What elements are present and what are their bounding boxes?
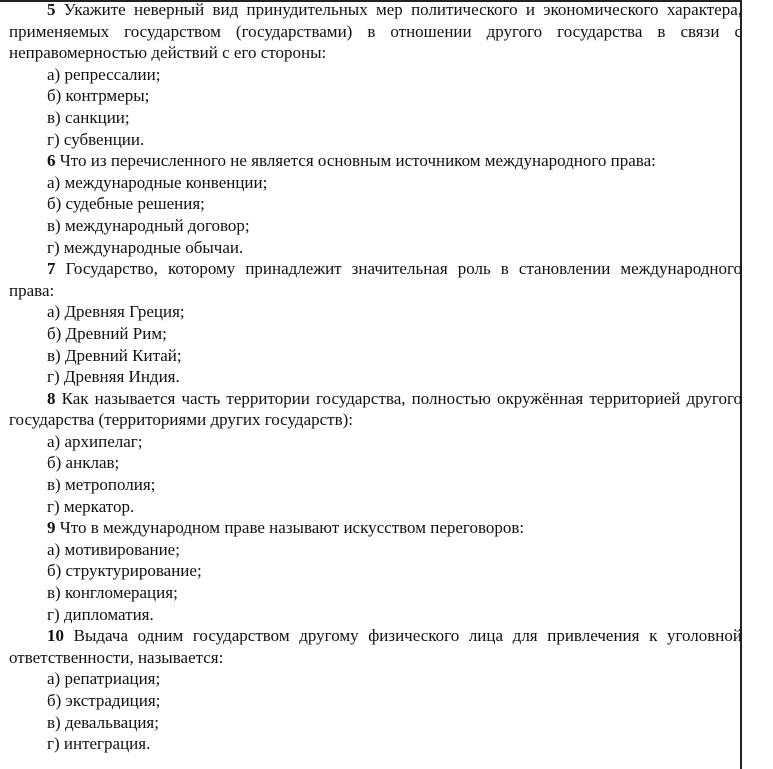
answer-options [0, 172, 742, 258]
answer-option: в) санкции; [47, 107, 130, 127]
answer-options [0, 539, 742, 625]
answer-options [0, 431, 742, 517]
answer-options [0, 64, 742, 150]
answer-option: б) судебные решения; [47, 194, 205, 214]
question-10 [9, 625, 742, 668]
answer-options [0, 301, 742, 387]
answer-option: г) дипломатия. [47, 604, 154, 624]
answer-options [0, 668, 742, 754]
answer-option: б) экстрадиция; [47, 691, 161, 710]
question-text: Что из перечисленного не является основным источником международного права: [59, 151, 656, 171]
answer-option: в) Древний Китай; [47, 345, 182, 365]
answer-option: г) субвенции. [47, 129, 145, 149]
answer-option: б) анклав; [47, 453, 120, 473]
question-6 [9, 150, 742, 172]
answer-option: в) метрополия; [47, 475, 156, 495]
question-9 [9, 517, 742, 539]
question-number: 7 [47, 259, 56, 279]
answer-option: г) меркатор. [47, 496, 135, 516]
answer-option: в) конгломерация; [47, 583, 178, 603]
question-text: Государство, которому принадлежит значительная роль в становлении международного права: [9, 259, 743, 300]
question-text: Укажите неверный вид принудительных мер политического и экономического характера, применяемых государством (государствами) в отношении другого государства в связи с неправомерностью действий с его стороны: [9, 0, 742, 63]
answer-option: а) архипелаг; [47, 431, 143, 451]
question-number: 9 [47, 518, 56, 538]
answer-option: г) международные обычаи. [47, 237, 244, 257]
answer-option: а) мотивирование; [47, 539, 180, 559]
answer-option: в) девальвация; [47, 712, 159, 732]
question-text: Выдача одним государством другому физического лица для привлечения к уголовной ответственности, называется: [9, 626, 742, 667]
answer-option: а) репрессалии; [47, 64, 161, 84]
question-number: 10 [47, 626, 64, 646]
answer-option: а) международные конвенции; [47, 172, 268, 192]
question-text: Что в международном праве называют искусством переговоров: [59, 518, 525, 538]
question-number: 8 [47, 388, 56, 408]
answer-option: а) Древняя Греция; [47, 302, 185, 322]
answer-option: б) контрмеры; [47, 86, 150, 106]
question-7 [9, 258, 742, 301]
answer-option: а) репатриация; [47, 669, 161, 689]
answer-option: г) интеграция. [47, 734, 151, 754]
answer-option: б) Древний Рим; [47, 323, 167, 343]
question-8 [9, 388, 742, 431]
answer-option: в) международный договор; [47, 215, 250, 235]
answer-option: г) Древняя Индия. [47, 367, 180, 387]
question-number: 5 [47, 0, 56, 19]
question-5 [9, 0, 742, 64]
question-number: 6 [47, 151, 56, 171]
question-text: Как называется часть территории государства, полностью окружённая территорией другого государства (территориями других государств): [9, 388, 743, 430]
answer-option: б) структурирование; [47, 561, 202, 581]
